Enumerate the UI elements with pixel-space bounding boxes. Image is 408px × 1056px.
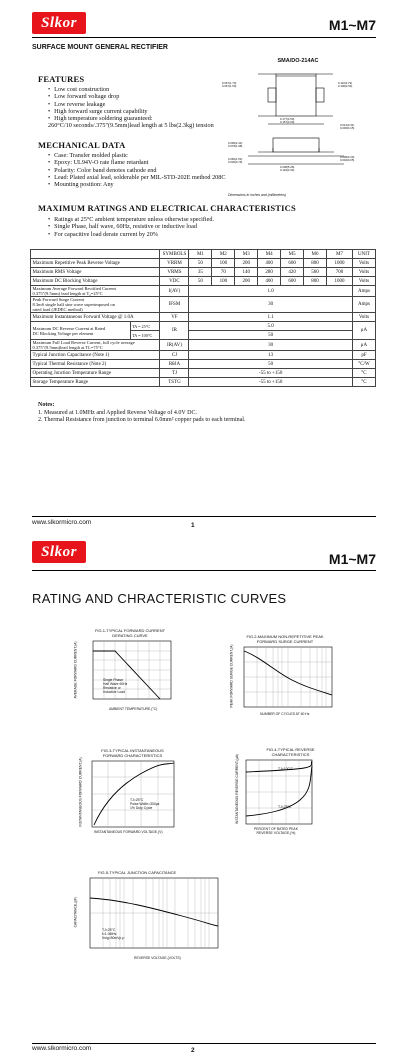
value-cell: 30 (189, 297, 352, 313)
mech-item: • Epoxy: UL94V-O rate flame retardant (48, 159, 228, 166)
symbol-cell: VRRM (160, 259, 189, 268)
mech-item: • Mounting position: Any (48, 181, 228, 188)
fig4-chart (235, 747, 343, 837)
ratings-note: • Ratings at 25°C ambient temperature unless otherwise specified. (48, 216, 378, 223)
header-cell: SYMBOLS (160, 250, 189, 259)
ratings-section (38, 203, 378, 238)
ratings-notes (48, 216, 378, 238)
header-cell: M4 (258, 250, 281, 259)
symbol-cell: VRMS (160, 268, 189, 277)
brand-logo: Slkor (32, 541, 86, 563)
value-cell: 50 (189, 277, 212, 286)
unit-cell: °C/W (352, 360, 375, 369)
symbol-cell: TJ (160, 369, 189, 378)
fig2-plot (230, 645, 340, 721)
header-rule (32, 37, 376, 38)
curves-title: RATING AND CHRACTERISTIC CURVES (32, 591, 287, 606)
feature-item-continued: 260°C/10 seconds/.375"(9.5mm)lead length at 5 lbs(2.3kg) tension (48, 122, 214, 130)
page-number: 2 (191, 1047, 195, 1054)
unit-cell: Volts (352, 313, 375, 322)
mechanical-list (48, 152, 228, 188)
unit-cell: °C (352, 369, 375, 378)
value-cell: 1000 (326, 277, 352, 286)
fig1-plot (75, 639, 185, 715)
table-row (31, 351, 376, 360)
footer-url[interactable]: www.slkormicro.com (32, 1045, 92, 1052)
mech-item: • Polarity: Color band denotes cathode end (48, 167, 228, 174)
param-label: Storage Temperature Range (31, 378, 160, 387)
ratings-title: MAXIMUM RATINGS AND ELECTRICAL CHARACTERISTICS (38, 203, 296, 213)
unit-cell: Amps (352, 286, 375, 297)
fig4-xlabel: PERCENT OF RATED PEAK REVERSE VOLTAGE,(%) (254, 827, 298, 835)
value-cell: 800 (304, 259, 327, 268)
value-cell: 400 (258, 259, 281, 268)
param-label: Typical Thermal Resistance (Note 2) (31, 360, 160, 369)
feature-item: • Low forward voltage drop (48, 93, 228, 100)
param-label: Typical Junction Capacitance (Note 1) (31, 351, 160, 360)
symbol-cell: VF (160, 313, 189, 322)
fig4-ylabel: INSTANTANEOUS REVERSE CURRENT,(μA) (235, 753, 240, 825)
features-title: FEATURES (38, 74, 85, 84)
dim-overall-length: 0.208(5.28) 0.194(4.93) (280, 165, 295, 173)
symbol-cell: IR (160, 322, 189, 340)
table-row (31, 378, 376, 387)
note-item: 2. Thermal Resistance from junction to terminal 6.0mm² copper pads to each terminal. (38, 417, 246, 423)
table-row (31, 268, 376, 277)
header-cell: M7 (326, 250, 352, 259)
param-label: Maximum Instantaneous Forward Voltage @ 1.0A (31, 313, 160, 322)
condition-cell: TA = 25°C (130, 322, 160, 331)
table-row (31, 369, 376, 378)
mech-item: • Lead: Plated axial lead, solderable per MIL-STD-202E method 208C (48, 174, 228, 181)
header-cell (31, 250, 160, 259)
value-cell: 35 (189, 268, 212, 277)
package-drawing (218, 52, 376, 202)
value-cell: 1000 (326, 259, 352, 268)
value-cell: -55 to +150 (189, 378, 352, 387)
value-cell: 100 (212, 277, 235, 286)
fig1-title: FIG.1-TYPICAL FORWARD CURRENT DERATING CURVE (94, 628, 166, 638)
value-cell: 100 (212, 259, 235, 268)
value-cell: 200 (235, 259, 258, 268)
feature-item: • Low cost construction (48, 86, 228, 93)
ratings-note: • Single Phase, half wave, 60Hz, resistive or inductive load (48, 223, 378, 230)
header-rule (32, 570, 376, 571)
part-number: M1~M7 (328, 17, 376, 33)
value-cell: 280 (258, 268, 281, 277)
value-cell: 140 (235, 268, 258, 277)
page-number: 1 (191, 522, 195, 529)
subtitle: SURFACE MOUNT GENERAL RECTIFIER (32, 44, 168, 51)
header-cell: UNIT (352, 250, 375, 259)
symbol-cell: CJ (160, 351, 189, 360)
fig3-title: FIG.3-TYPICAL INSTANTANEOUS FORWARD CHARACTERISTICS (101, 748, 164, 758)
fig1-ylabel: AVERAGE FORWARD CURRENT,(A) (73, 641, 78, 699)
value-cell: 700 (326, 268, 352, 277)
value-cell: 13 (189, 351, 352, 360)
header-cell: M1 (189, 250, 212, 259)
table-row (31, 322, 376, 331)
fig1-chart (75, 628, 185, 713)
param-label: Maximum DC Blocking Voltage (31, 277, 160, 286)
mechanical-section (38, 140, 228, 188)
dimensions-note: Dimensions in inches and (millimeters) (228, 193, 287, 197)
symbol-cell: RθJA (160, 360, 189, 369)
fig5-ylabel: CAPACITANCE,(pF) (73, 896, 78, 928)
ratings-note: • For capacitive load derate current by 20% (48, 231, 378, 238)
param-label: Maximum Full Load Reverse Current, full cycle average 0.375"(9.5mm)lead length at TL=75°C (31, 340, 160, 351)
param-label: Maximum RMS Voltage (31, 268, 160, 277)
fig2-chart (230, 634, 340, 719)
unit-cell: Volts (352, 268, 375, 277)
fig5-title: FIG.5-TYPICAL JUNCTION CAPACITANCE (98, 870, 177, 875)
table-row (31, 286, 376, 297)
symbol-cell: TSTG (160, 378, 189, 387)
value-cell: 800 (304, 277, 327, 286)
param-label: Operating Junction Temperature Range (31, 369, 160, 378)
unit-cell: Volts (352, 277, 375, 286)
symbol-cell: VDC (160, 277, 189, 286)
unit-cell: μA (352, 340, 375, 351)
table-header-row (31, 250, 376, 259)
dim-body-height: 0.096(2.44) 0.078(1.98) (228, 141, 243, 149)
brand-logo: Slkor (32, 12, 86, 34)
fig5-legend: TJ=25°C f=1.0MHz Vsig=50mVp-p (102, 928, 125, 940)
fig4-legend-cold: TJ=25°C (278, 805, 292, 809)
dim-lead-thickness: 0.012(0.31) 0.006(0.15) (340, 123, 355, 131)
footer-rule (32, 1043, 376, 1044)
features-list (48, 86, 228, 130)
param-label: Maximum Repetitive Peak Reverse Voltage (31, 259, 160, 268)
dim-left-top: 0.067(1.70) 0.067(1.50) (222, 81, 237, 89)
fig1-xlabel: AMBIENT TEMPERATURE,(°C) (109, 707, 158, 711)
header-cell: M2 (212, 250, 235, 259)
symbol-cell: IFSM (160, 297, 189, 313)
value-cell: 30 (189, 340, 352, 351)
unit-cell: μA (352, 322, 375, 340)
header-cell: M6 (304, 250, 327, 259)
notes-title: Notes: (38, 402, 55, 408)
param-label: Peak Forward Surge Current 8.3mS single half sine wave superimposed on rated load (JEDEC method) (31, 297, 160, 313)
value-cell: 400 (258, 277, 281, 286)
header-cell: M5 (281, 250, 304, 259)
value-cell: 600 (281, 259, 304, 268)
header-cell: M3 (235, 250, 258, 259)
value-cell: 560 (304, 268, 327, 277)
unit-cell: °C (352, 378, 375, 387)
fig2-title: FIG.2-MAXIMUM NON-REPETITIVE PEAK FORWARD SURGE CURRENT (246, 634, 324, 644)
footer-url[interactable]: www.slkormicro.com (32, 519, 92, 526)
table-row (31, 313, 376, 322)
note-item: 1. Measured at 1.0MHz and Applied Reverse Voltage of 4.0V DC. (38, 409, 197, 416)
value-cell: 420 (281, 268, 304, 277)
value-cell: 70 (212, 268, 235, 277)
value-cell: 600 (281, 277, 304, 286)
features-section (38, 74, 228, 130)
fig5-plot (82, 876, 222, 958)
unit-cell: Volts (352, 259, 375, 268)
fig5-xlabel: REVERSE VOLTAGE,(VOLTS) (134, 956, 181, 960)
dim-standoff: 0.008(0.20) 0.002(0.05) (340, 155, 355, 163)
table-row (31, 277, 376, 286)
table-row (31, 340, 376, 351)
value-cell: 200 (235, 277, 258, 286)
footer-rule (32, 516, 376, 517)
fig4-title: FIG.4-TYPICAL REVERSE CHARACTERISTICS (266, 747, 315, 757)
fig3-legend: TJ=25°C Pulse Width=300μs 1% Duty Cycle (130, 798, 160, 810)
table-row (31, 297, 376, 313)
value-cell: 1.0 (189, 286, 352, 297)
param-label: Maximum Average Forward Rectified Current 0.375"(9.5mm) lead length at T₂=25°C (31, 286, 160, 297)
unit-cell: Amps (352, 297, 375, 313)
dim-lead-length: 0.060(1.52) 0.030(0.76) (228, 157, 243, 165)
ratings-table (30, 249, 376, 387)
fig3-chart (80, 748, 185, 838)
value-cell: -55 to +150 (189, 369, 352, 378)
dim-right-top: 0.110(2.79) 0.100(2.54) (338, 81, 353, 89)
value-cell: 50 (189, 331, 352, 340)
value-cell: 1.1 (189, 313, 352, 322)
value-cell: 50 (189, 259, 212, 268)
symbol-cell: I(AV) (160, 286, 189, 297)
unit-cell: pF (352, 351, 375, 360)
fig3-xlabel: INSTANTANEOUS FORWARD VOLTAGE,(V) (94, 830, 163, 834)
fig4-legend-hot: TJ=100°C (278, 767, 294, 771)
fig1-legend: Single Phase Half Wave 60Hz Resistive or Inductive Load (103, 678, 128, 694)
fig3-ylabel: INSTANTANEOUS FORWARD CURRENT,(A) (78, 757, 83, 827)
fig5-chart (73, 870, 222, 960)
table-row (31, 360, 376, 369)
feature-item: • High forward surge current capability (48, 108, 228, 115)
feature-item: • Low reverse leakage (48, 101, 228, 108)
dim-body-width: 0.177(4.50) 0.157(4.00) (280, 117, 295, 125)
package-label: SMA/DO-214AC (277, 58, 319, 64)
fig2-xlabel: NUMBER OF CYCLES AT 60 Hz (260, 712, 310, 716)
table-row (31, 259, 376, 268)
notes-section (38, 402, 378, 425)
param-label: Maximum DC Reverse Current at Rated DC Blocking Voltage per element (31, 322, 131, 340)
value-cell: 5.0 (189, 322, 352, 331)
mech-item: • Case: Transfer molded plastic (48, 152, 228, 159)
value-cell: 50 (189, 360, 352, 369)
mechanical-title: MECHANICAL DATA (38, 140, 126, 150)
fig2-ylabel: PEAK FORWARD SURGE CURRENT,(A) (229, 644, 234, 708)
condition-cell: TA = 100°C (130, 331, 160, 340)
feature-item: • High temperature soldering guaranteed: (48, 115, 228, 122)
part-number: M1~M7 (328, 551, 376, 567)
symbol-cell: IR(AV) (160, 340, 189, 351)
